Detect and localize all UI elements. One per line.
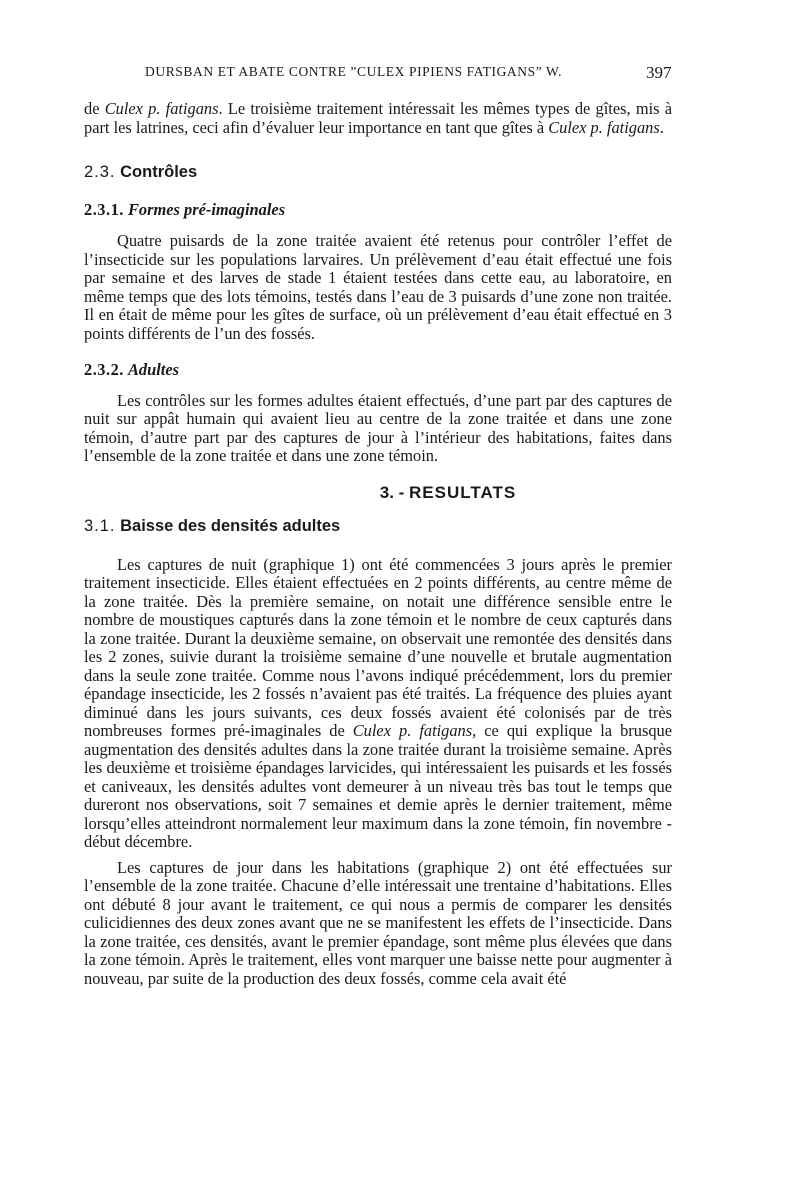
paragraph-captures-jour: Les captures de jour dans les habitations (graphique 2) ont été effectuées sur l’ensemble de la zone traitée. Chacune d’elle intéressait une trentaine d’habitations. Elles ont débuté 8 jour avant le traitement, ce qui nous a permis de comparer les densités culicidiennes des deux zones avant que ne se manifestent les effets de l’insecticide. Dans la zone traitée, ces densités, avant le premier épandage, sont même plus élevées que dans la zone témoin. Après le traitement, elles vont marquer une baisse nette pour augmenter à nouveau, par suite de la production des deux fossés, comme cela avait été bbox=[84, 857, 672, 988]
text-run: de bbox=[84, 99, 105, 118]
text-run: . bbox=[659, 117, 664, 137]
text-run: ce qui explique la brusque augmentation des densités adultes dans la zone traitée durant la troisième semaine. Après les deuxième et troisième épandages larvicides, qui intéressaient les puisards et les fossés et caniveaux, les densités adultes vont demeurer à un niveau très bas tout le temps que dureront nos observations, soit 7 semaines et demie après le dernier traitement, même lorsqu’elles atteindront normalement leur maximum dans la zone témoin, fin novembre - début décembre. bbox=[84, 721, 672, 851]
section-number: 2.3. bbox=[84, 163, 116, 181]
section-title: RESULTATS bbox=[409, 482, 517, 502]
paragraph-continuation bbox=[84, 100, 672, 137]
subsection-title: Formes pré-imaginales bbox=[128, 199, 286, 219]
paragraph-adultes: Les contrôles sur les formes adultes étaient effectués, d’une part par des captures de nuit sur appât humain qui avaient lieu au centre de la zone traitée et dans une zone témoin, d’autre part par des captures de jour à l’intérieur des habitations, faites dans l’ensemble de la zone traitée et dans une zone témoin. bbox=[84, 390, 672, 465]
running-header: DURSBAN ET ABATE CONTRE ”CULEX PIPIENS FATIGANS” W. bbox=[145, 64, 563, 79]
section-number: 3.1. bbox=[84, 517, 116, 535]
body-text bbox=[84, 100, 672, 988]
section-title: Baisse des densités adultes bbox=[120, 517, 341, 535]
section-heading-2-3 bbox=[84, 163, 672, 182]
subsection-number: 2.3.2. bbox=[84, 360, 124, 379]
section-number: 3. - bbox=[379, 482, 405, 502]
text-run: . Le troisième traitement intéressait les mêmes types de gîtes, mis à part les latrines, ceci afin d’évaluer leur importance en tant que gîtes à bbox=[84, 99, 672, 137]
text-run: Les captures de nuit (graphique 1) ont été commencées 3 jours après le premier traitement insecticide. Elles étaient effectuées en 2 points différents, au centre même de la zone traitée. Dès la première semaine, on notait une différence sensible entre le nombre de moustiques capturés dans la zone témoin et le nombre de ceux capturés dans la zone traitée. Durant la deuxième semaine, on observait une remontée des densités dans les 2 zones, suivie durant la troisième semaine d’une nouvelle et brutale augmentation dans la seule zone traitée. Comme nous l’avons indiqué précédemment, lors du premier épandage insecticide, les 2 fossés n’avaient pas été traités. La fréquence des pluies ayant diminué dans les jours suivants, ces deux fossés avaient été colonisés par de très nombreuses formes pré-imaginales de bbox=[84, 554, 672, 740]
subsection-heading-2-3-1 bbox=[84, 201, 672, 220]
paragraph-formes: Quatre puisards de la zone traitée avaient été retenus pour contrôler l’effet de l’insecticide sur les populations larvaires. Un prélèvement d’eau était effectué une fois par semaine et des larves de stade 1 étaient testées dans cette eau, au laboratoire, en même temps que des lots témoins, testés dans l’eau de 3 puisards d’une zone non traitée. Il en était de même pour les gîtes de surface, où un prélèvement d’eau était effectué en 3 points différents de l’un des fossés. bbox=[84, 231, 672, 343]
subsection-title: Adultes bbox=[128, 360, 180, 379]
section-heading-3-1 bbox=[84, 517, 672, 536]
species-name: Culex p. fatigans bbox=[104, 99, 219, 118]
species-name: Culex p. fatigans, bbox=[352, 721, 477, 740]
species-name: Culex p. fatigans bbox=[548, 117, 660, 137]
page-number: 397 bbox=[646, 63, 672, 82]
section-heading-3 bbox=[84, 484, 672, 503]
paragraph-captures-nuit bbox=[84, 556, 672, 852]
subsection-heading-2-3-2 bbox=[84, 361, 672, 380]
section-title: Contrôles bbox=[120, 163, 198, 181]
subsection-number: 2.3.1. bbox=[84, 199, 124, 219]
